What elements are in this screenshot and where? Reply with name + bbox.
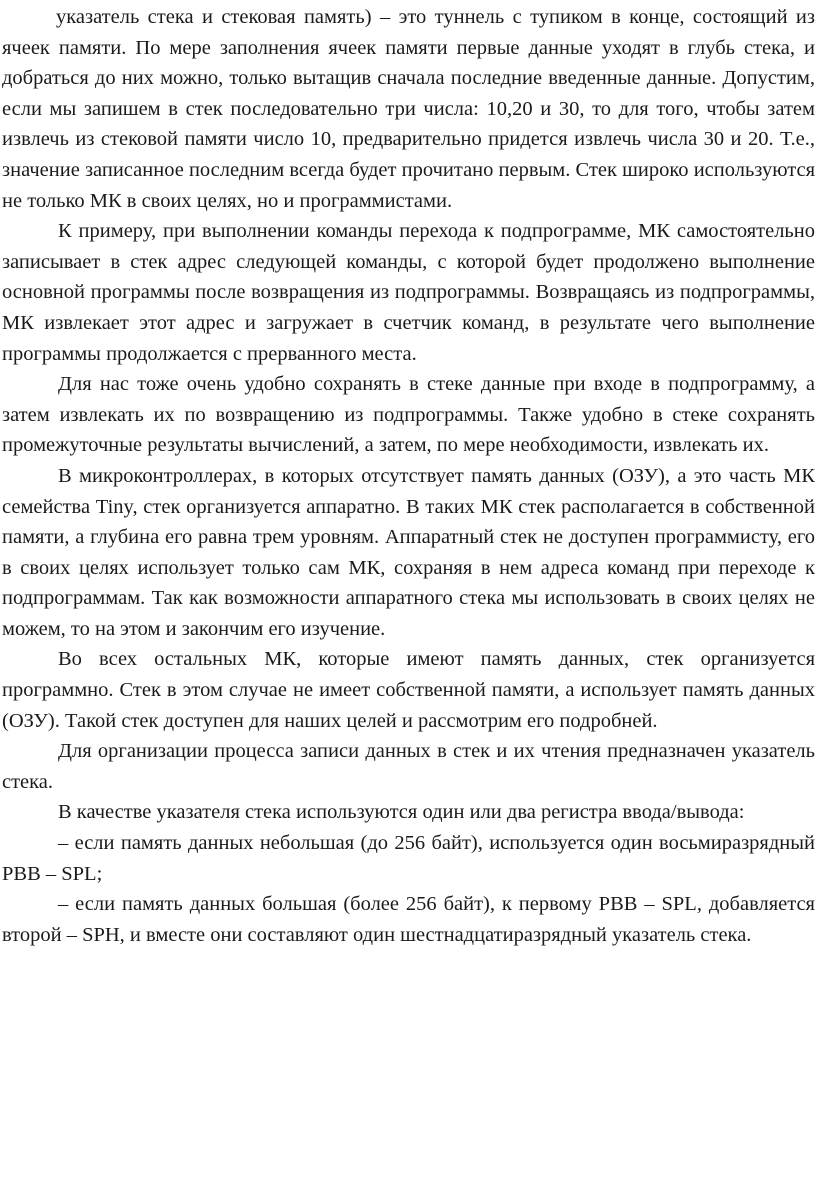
paragraph-hardware-stack: В микроконтроллерах, в которых отсутствует память данных (ОЗУ), а это часть МК семейства Tiny, стек организуется аппаратно. В таких МК стек располагается в собственной памяти, а глубина его равна трем уровням. Аппаратный стек не доступен программисту, его в своих целях использует только сам МК, сохраняя в нем адреса команд при переходе к подпрограммам. Так как возможности аппаратного стека мы использовать в своих целях не можем, то на этом и закончим его изучение. (2, 464, 815, 640)
paragraph-saving-data: Для нас тоже очень удобно сохранять в стеке данные при входе в подпрограмму, а затем извлекать их по возвращению из подпрограммы. Также удобно в стеке сохранять промежуточные результаты вычислений, а затем, по мере необходимости, извлекать их. (2, 373, 815, 457)
paragraph-pointer-registers: В качестве указателя стека используются один или два регистра ввода/вывода: (58, 801, 745, 824)
list-item-spl: – если память данных небольшая (до 256 байт), используется один восьмиразрядный РВВ – SPL; (2, 832, 815, 885)
paragraph-software-stack: Во всех остальных МК, которые имеют память данных, стек организуется программно. Стек в этом случае не имеет собственной памяти, а использует память данных (ОЗУ). Такой стек доступен для наших целей и рассмотрим его подробней. (2, 648, 815, 732)
paragraph-stack-definition: указатель стека и стековая память) – это туннель с тупиком в конце, состоящий из ячеек памяти. По мере заполнения ячеек памяти первые данные уходят в глубь стека, и добраться до них можно, только вытащив сначала последние введенные данные. Допустим, если мы запишем в стек последовательно три числа: 10,20 и 30, то для того, чтобы затем извлечь из стековой памяти число 10, предварительно придется извлечь числа 30 и 20. Т.е., значение записанное последним всегда будет прочитано первым. Стек широко используются не только МК в своих целях, но и программистами. (2, 6, 815, 212)
list-item-sph: – если память данных большая (более 256 байт), к первому РВВ – SPL, добавляется второй – SPH, и вместе они составляют один шестнадцатиразрядный указатель стека. (2, 893, 815, 946)
paragraph-subroutine-call: К примеру, при выполнении команды перехода к подпрограмме, МК самостоятельно записывает в стек адрес следующей команды, с которой будет продолжено выполнение основной программы после возвращения из подпрограммы. Возвращаясь из подпрограммы, МК извлекает этот адрес и загружает в счетчик команд, в результате чего выполнение программы продолжается с прерванного места. (2, 220, 815, 365)
paragraph-stack-pointer: Для организации процесса записи данных в стек и их чтения предназначен указатель стека. (2, 740, 815, 793)
